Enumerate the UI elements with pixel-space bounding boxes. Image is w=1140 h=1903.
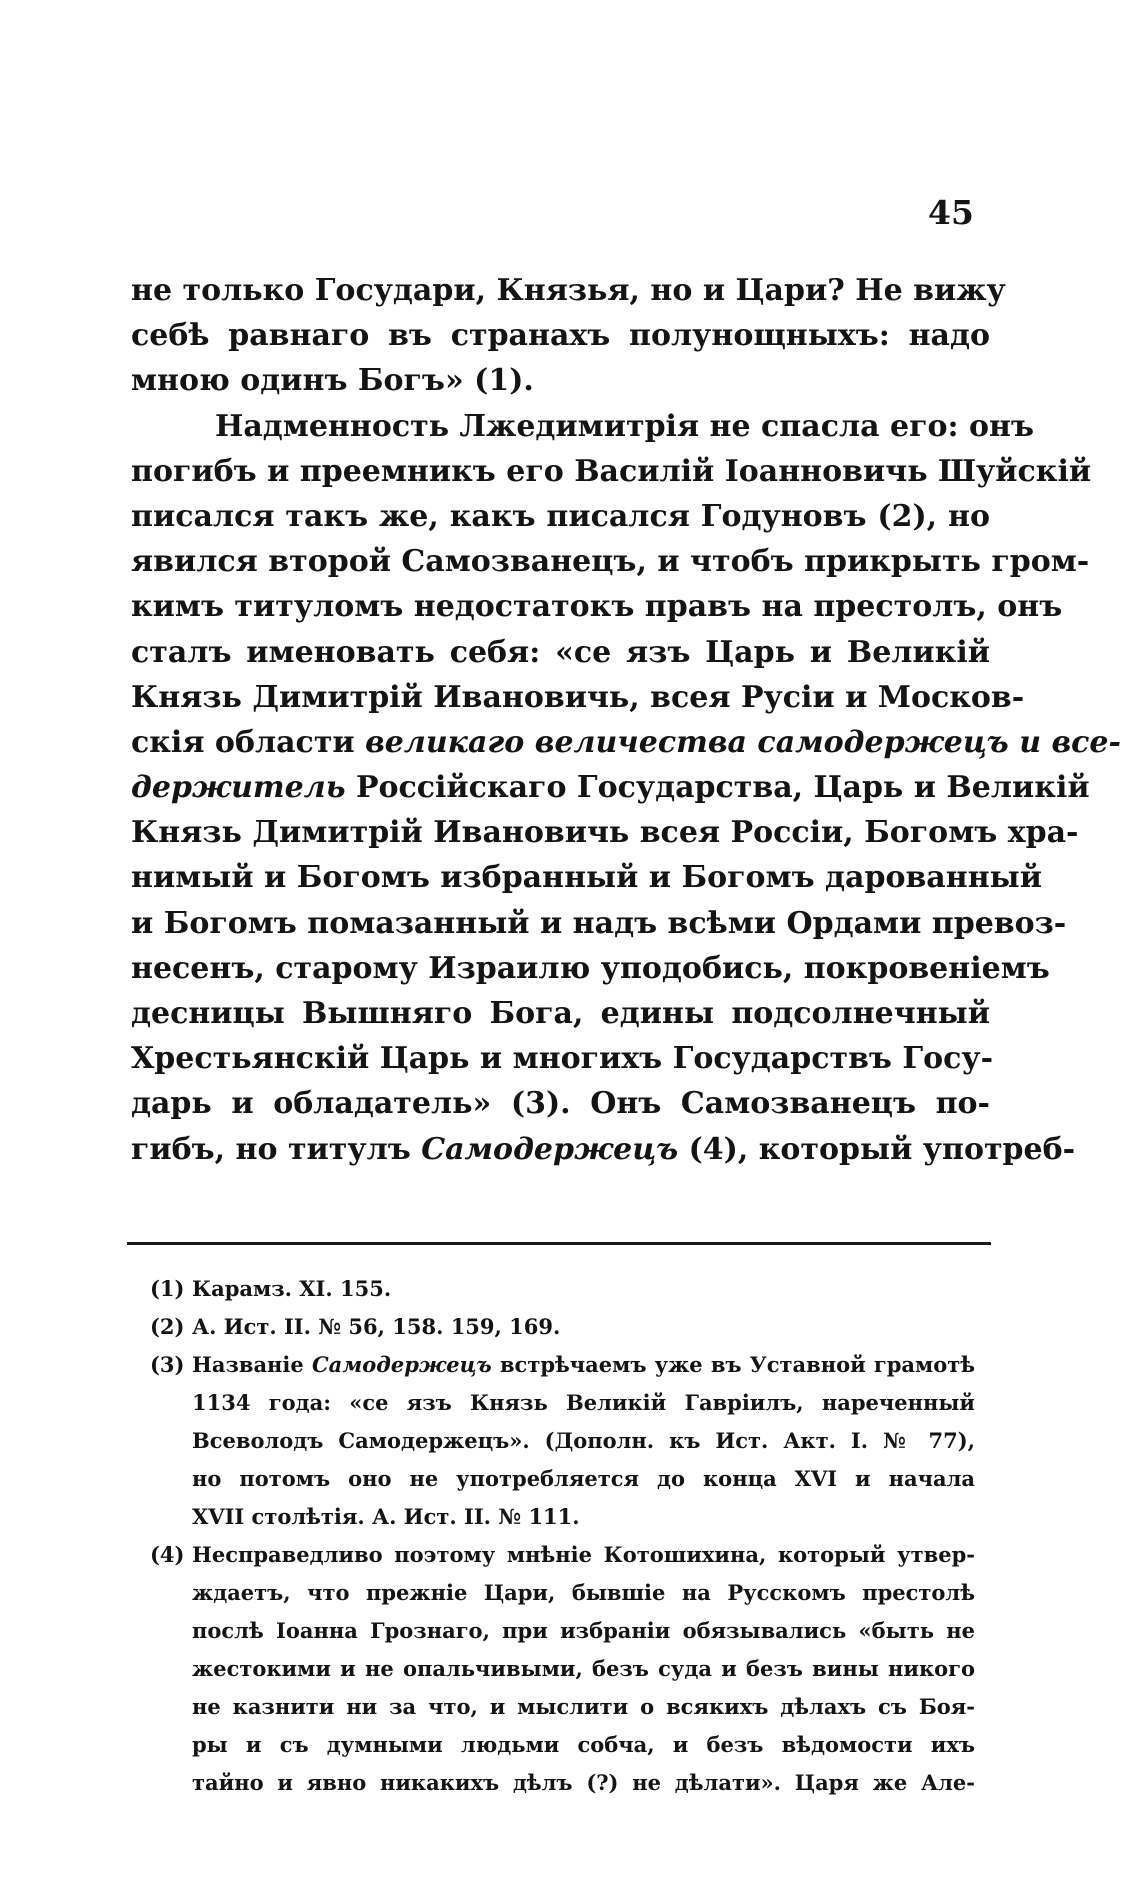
text-line: сталъ именовать себя: «се язъ Царь и Великій — [131, 634, 990, 670]
text-segment: гибъ, но титулъ — [131, 1131, 411, 1167]
footnote-text: А. Ист. II. № 56, 158. 159, 169. — [192, 1314, 561, 1339]
footnote-line: не казнити ни за что, и мыслити о всякихъ дѣлахъ съ Боя- — [192, 1694, 975, 1719]
footnote-line: XVII столѣтія. А. Ист. II. № 111. — [192, 1504, 580, 1529]
text-line: погибъ и преемникъ его Василій Іоанновичь Шуйскій — [131, 453, 1092, 489]
text-line: Князь Димитрій Ивановичь, всея Русіи и Москов- — [131, 679, 1025, 715]
footnote-line: послѣ Іоанна Грознаго, при избраніи обязывались «быть не — [192, 1618, 975, 1643]
text-line: не только Государи, Князья, но и Цари? Не вижу — [131, 273, 1006, 308]
footnote-marker: (1) — [150, 1276, 185, 1301]
footnote-divider — [127, 1242, 991, 1245]
italic-phrase: великаго величества самодержецъ и все- — [365, 724, 1121, 760]
text-line: писался такъ же, какъ писался Годуновъ (2), но — [131, 498, 990, 534]
text-segment: скія области — [131, 724, 355, 760]
footnote-text: Несправедливо поэтому мнѣніе Котошихина, который утвер- — [192, 1542, 975, 1567]
text-segment: Россійскаго Государства, Царь и Великій — [355, 770, 1090, 806]
italic-phrase: Самодержецъ — [421, 1131, 679, 1167]
text-line: Хрестьянскій Царь и многихъ Государствъ Госу- — [131, 1041, 994, 1077]
footnote-marker: (4) — [150, 1542, 185, 1567]
footnote-1 — [150, 1270, 975, 1308]
text-line: несенъ, старому Израилю уподобись, покровеніемъ — [131, 950, 1050, 986]
text-segment: (4), который употреб- — [688, 1131, 1076, 1167]
footnote-line: жестокими и не опальчивыми, безъ суда и безъ вины никого — [192, 1656, 975, 1681]
footnote-text: Карамз. XI. 155. — [192, 1276, 392, 1301]
text-line: явился второй Самозванецъ, и чтобъ прикрыть гром- — [131, 544, 1090, 580]
footnote-line: тайно и явно никакихъ дѣлъ (?) не дѣлати». Царя же Але- — [192, 1770, 975, 1795]
footnote-3 — [150, 1346, 975, 1384]
text-line: Князь Димитрій Ивановичь всея Россіи, Богомъ хра- — [131, 815, 1079, 851]
text-line: Надменность Лжедимитрія не спасла его: онъ — [215, 408, 1034, 444]
text-line: кимъ титуломъ недостатокъ правъ на престолъ, онъ — [131, 589, 1063, 625]
text-line-mixed — [131, 720, 1121, 765]
footnotes — [150, 1270, 975, 1802]
text-line: нимый и Богомъ избранный и Богомъ дарованный — [131, 860, 1042, 896]
text-line: дарь и обладатель» (3). Онъ Самозванецъ по- — [131, 1086, 990, 1122]
footnote-line: 1134 года: «се язъ Князь Великій Гавріилъ, нареченный — [192, 1390, 975, 1415]
footnote-text: Названіе — [192, 1352, 304, 1377]
footnote-2 — [150, 1308, 975, 1346]
text-line: мною одинъ Богъ» (1). — [131, 363, 534, 399]
footnote-line: ждаетъ, что прежніе Цари, бывшіе на Русскомъ престолѣ — [192, 1580, 975, 1605]
text-line-mixed — [131, 765, 1090, 810]
footnote-text: встрѣчаемъ уже въ Уставной грамотѣ — [499, 1352, 976, 1377]
footnote-line: но потомъ оно не употребляется до конца XVI и начала — [192, 1466, 975, 1491]
footnote-4 — [150, 1536, 975, 1574]
italic-phrase: Самодержецъ — [311, 1352, 492, 1377]
text-line: и Богомъ помазанный и надъ всѣми Ордами превоз- — [131, 905, 1067, 941]
text-line: десницы Вышняго Бога, едины подсолнечный — [131, 996, 990, 1031]
footnote-marker: (3) — [150, 1352, 185, 1377]
text-line-mixed — [131, 1127, 1076, 1172]
footnote-line: ры и съ думными людьми собча, и безъ вѣдомости ихъ — [192, 1732, 975, 1757]
page-number: 45 — [928, 193, 974, 232]
main-body-text — [131, 268, 1121, 1172]
text-line: себѣ равнаго въ странахъ полунощныхъ: надо — [131, 318, 990, 354]
footnote-marker: (2) — [150, 1314, 185, 1339]
italic-phrase: держитель — [131, 770, 346, 806]
footnote-line: Всеволодъ Самодержецъ». (Дополн. къ Ист. Акт. I. № 77), — [192, 1428, 975, 1453]
